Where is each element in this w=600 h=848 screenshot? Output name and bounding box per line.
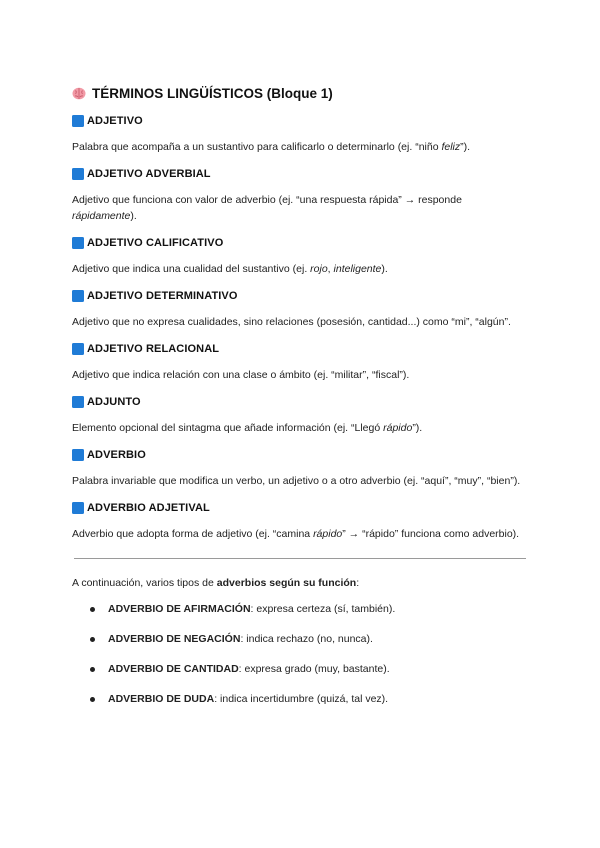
blue-square-icon: [72, 115, 84, 127]
term-heading: [72, 449, 528, 461]
bullet-icon: [90, 607, 95, 612]
document-page: [72, 86, 528, 723]
definition-text: ).: [381, 263, 388, 275]
term-heading: [72, 343, 528, 355]
list-item: [72, 663, 528, 676]
term-heading: [72, 290, 528, 302]
definition-example: inteligente: [333, 263, 382, 275]
definition-text: ,: [327, 263, 334, 275]
term-section: [72, 290, 528, 330]
adverb-type-term: ADVERBIO DE NEGACIÓN: [108, 633, 241, 645]
definition-text: ”).: [460, 141, 471, 153]
adverb-type-description: : expresa certeza (sí, también).: [250, 603, 396, 615]
term-name: ADVERBIO: [87, 449, 146, 461]
blue-square-icon: [72, 343, 84, 355]
term-definition: [72, 192, 528, 224]
adverb-intro: [72, 577, 528, 589]
horizontal-divider: [74, 558, 526, 559]
bullet-icon: [90, 697, 95, 702]
blue-square-icon: [72, 237, 84, 249]
definition-text: ).: [130, 210, 137, 222]
term-name: ADJETIVO: [87, 115, 143, 127]
bullet-icon: [90, 637, 95, 642]
adverb-type-term: ADVERBIO DE DUDA: [108, 693, 215, 705]
term-section: [72, 343, 528, 383]
adverb-type-description: : indica rechazo (no, nunca).: [240, 633, 373, 645]
definition-text: Adjetivo que indica relación con una clase o ámbito (ej. “militar”, “fiscal”).: [72, 369, 410, 381]
term-definition: [72, 420, 528, 436]
term-name: ADJETIVO RELACIONAL: [87, 343, 220, 355]
intro-bold-text: adverbios según su función: [216, 577, 357, 589]
brain-icon: [72, 87, 86, 100]
blue-square-icon: [72, 502, 84, 514]
term-section: [72, 115, 528, 155]
term-section: [72, 449, 528, 489]
definition-example: rojo: [310, 263, 328, 275]
term-heading: [72, 237, 528, 249]
definition-text: Palabra invariable que modifica un verbo, un adjetivo o a otro adverbio (ej. “aquí”, “muy”, “bien”).: [72, 475, 521, 487]
term-section: [72, 237, 528, 277]
bullet-icon: [90, 667, 95, 672]
term-heading: [72, 168, 528, 180]
intro-text: A continuación, varios tipos de: [72, 577, 217, 589]
document-title: [72, 86, 528, 101]
intro-text: :: [356, 577, 360, 589]
definition-text: Adjetivo que indica una cualidad del sustantivo (ej.: [72, 263, 311, 275]
term-heading: [72, 115, 528, 127]
blue-square-icon: [72, 168, 84, 180]
definition-text: Adjetivo que no expresa cualidades, sino relaciones (posesión, cantidad...) como “mi”, “algún”.: [72, 316, 511, 328]
list-item: [72, 603, 528, 616]
term-heading: [72, 396, 528, 408]
term-definition: [72, 139, 528, 155]
adverb-type-term: ADVERBIO DE CANTIDAD: [108, 663, 239, 675]
term-definition: [72, 473, 528, 489]
term-name: ADJETIVO DETERMINATIVO: [87, 290, 238, 302]
definition-example: rápido: [313, 528, 343, 540]
list-item: [72, 633, 528, 646]
definition-example: rápidamente: [72, 210, 131, 222]
term-heading: [72, 502, 528, 514]
definition-text: Palabra que acompaña a un sustantivo para calificarlo o determinarlo (ej. “niño: [72, 141, 442, 153]
blue-square-icon: [72, 449, 84, 461]
term-definition: [72, 314, 528, 330]
term-name: ADVERBIO ADJETIVAL: [87, 502, 210, 514]
adverb-type-list: [72, 603, 528, 706]
definition-text: Adjetivo que funciona con valor de adverbio (ej. “una respuesta rápida” → responde: [72, 194, 462, 206]
term-name: ADJETIVO ADVERBIAL: [87, 168, 211, 180]
blue-square-icon: [72, 290, 84, 302]
term-definition: [72, 526, 528, 542]
term-name: ADJUNTO: [87, 396, 141, 408]
term-section: [72, 502, 528, 542]
definition-text: Elemento opcional del sintagma que añade información (ej. “Llegó: [72, 422, 384, 434]
title-text: TÉRMINOS LINGÜÍSTICOS (Bloque 1): [92, 86, 333, 101]
list-item: [72, 693, 528, 706]
definition-text: Adverbio que adopta forma de adjetivo (ej. “camina: [72, 528, 314, 540]
adverb-type-term: ADVERBIO DE AFIRMACIÓN: [108, 603, 251, 615]
term-definition: [72, 367, 528, 383]
adverb-type-description: : expresa grado (muy, bastante).: [238, 663, 390, 675]
adverb-type-description: : indica incertidumbre (quizá, tal vez).: [214, 693, 389, 705]
term-name: ADJETIVO CALIFICATIVO: [87, 237, 224, 249]
definition-example: rápido: [383, 422, 413, 434]
term-section: [72, 396, 528, 436]
term-section: [72, 168, 528, 224]
definition-text: ”).: [412, 422, 423, 434]
definition-example: feliz: [441, 141, 461, 153]
definition-text: ” → “rápido” funciona como adverbio).: [342, 528, 520, 540]
blue-square-icon: [72, 396, 84, 408]
term-definition: [72, 261, 528, 277]
